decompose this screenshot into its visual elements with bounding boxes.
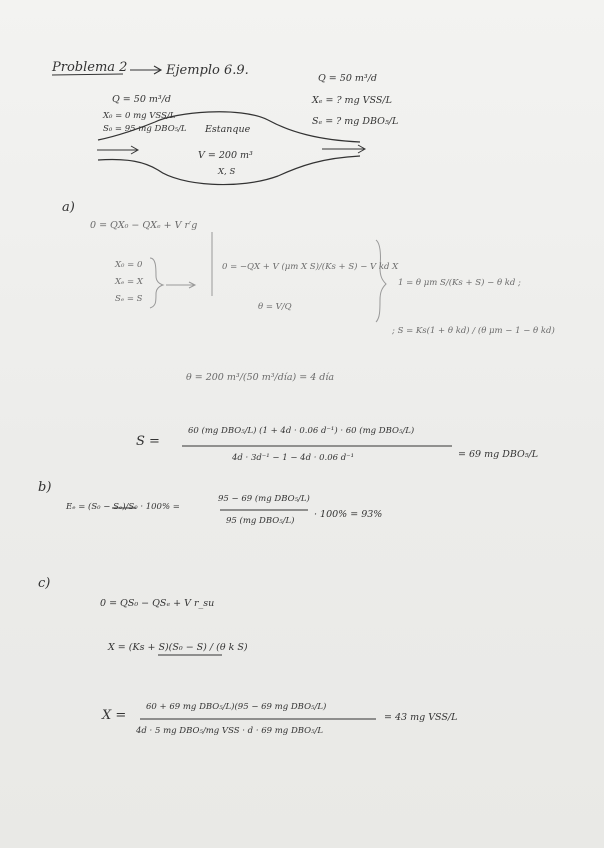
right-brace: [376, 240, 386, 322]
condition-x0: X₀ = 0: [115, 260, 143, 270]
s-symbol: S =: [136, 434, 160, 449]
part-b-label: b): [38, 480, 52, 495]
condition-se: Sₑ = S: [115, 294, 143, 304]
s-denominator: 4d · 3d⁻¹ − 1 − 4d · 0.06 d⁻¹: [232, 453, 355, 463]
efficiency-numerator: 95 − 69 (mg DBO₅/L): [218, 494, 310, 504]
inlet-substrate: S₀ = 95 mg DBO₅/L: [103, 124, 187, 134]
tank-state: X, S: [218, 167, 236, 177]
efficiency-denominator: 95 (mg DBO₅/L): [226, 516, 295, 526]
x-denominator: 4d · 5 mg DBO₅/mg VSS · d · 69 mg DBO₅/L: [136, 726, 324, 736]
tank-volume: V = 200 m³: [198, 150, 253, 161]
part-a-label: a): [62, 200, 75, 215]
inlet-flow: Q = 50 m³/d: [112, 94, 171, 105]
outlet-substrate: Sₑ = ? mg DBO₅/L: [312, 116, 399, 127]
s-result: = 69 mg DBO₅/L: [458, 449, 539, 460]
substrate-balance: 0 = QS₀ − QSₑ + V r_su: [100, 598, 215, 609]
inlet-biomass: X₀ = 0 mg VSS/L: [103, 111, 176, 121]
efficiency-formula: Eₑ = (S₀ − Sₑ)/S₀ · 100% =: [66, 502, 180, 512]
x-numerator: 60 + 69 mg DBO₅/L)(95 − 69 mg DBO₅/L): [146, 702, 327, 712]
outlet-biomass: Xₑ = ? mg VSS/L: [312, 95, 392, 106]
general-balance: 0 = QX₀ − QXₑ + V r′g: [90, 220, 198, 231]
x-result: = 43 mg VSS/L: [384, 712, 458, 723]
result-unity: 1 = θ μm S/(Ks + S) − θ kd ;: [398, 278, 521, 288]
theta-definition: θ = V/Q: [258, 302, 292, 312]
x-formula: X = (Ks + S)(S₀ − S) / (θ k S): [108, 642, 248, 653]
efficiency-result: · 100% = 93%: [314, 509, 383, 520]
example-reference: Ejemplo 6.9.: [166, 63, 249, 78]
conditions-brace: [150, 258, 163, 308]
condition-xe: Xₑ = X: [115, 277, 143, 287]
tank-label: Estanque: [205, 124, 251, 135]
theta-value: θ = 200 m³/(50 m³/día) = 4 día: [186, 372, 335, 383]
substituted-balance: 0 = −QX + V (μm X S)/(Ks + S) − V kd X: [222, 262, 399, 272]
result-s-expression: ; S = Ks(1 + θ kd) / (θ μm − 1 − θ kd): [392, 326, 555, 336]
part-c-label: c): [38, 576, 51, 591]
outlet-flow: Q = 50 m³/d: [318, 73, 377, 84]
s-numerator: 60 (mg DBO₅/L) (1 + 4d · 0.06 d⁻¹) · 60 (mg DBO₅/L): [188, 426, 415, 436]
x-symbol: X =: [102, 708, 127, 723]
page-title: Problema 2: [52, 60, 128, 75]
